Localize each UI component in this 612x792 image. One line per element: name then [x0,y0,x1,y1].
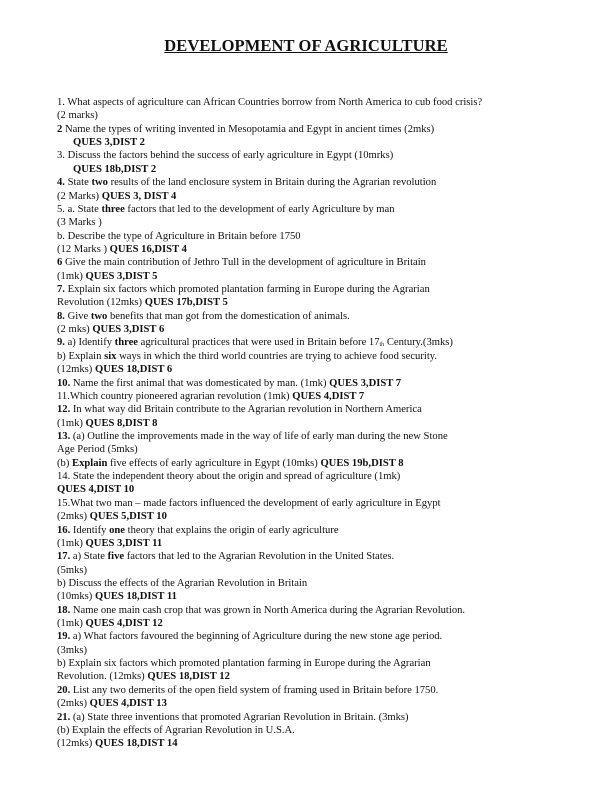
text-line [57,657,577,670]
text-segment: 3. Discuss the factors behind the success of early agriculture in Egypt (10mrks) [57,150,394,162]
text-line [57,310,577,323]
text-segment: Name the first animal that was domesticated by man. (1mk) [70,377,330,389]
text-line [57,230,577,243]
bold-text: 21. [57,711,71,723]
text-line [57,697,577,710]
text-segment: 15.What two man – made factors influenced the development of early agriculture in Egypt [57,497,441,509]
text-segment: (1mk) [57,537,86,549]
text-segment: b. Describe the type of Agriculture in Britain before 1750 [57,230,301,242]
text-line [57,190,577,203]
bold-text: QUES 17b,DIST 5 [144,297,228,309]
text-line [57,377,577,390]
bold-text: 8. [57,310,65,322]
bold-text: QUES 4,DIST 12 [85,618,163,630]
text-line [57,724,577,737]
bold-text: QUES 4,DIST 10 [57,484,135,496]
text-segment: (a) Outline the improvements made in the way of life of early man during the new Stone [70,430,448,442]
text-line [57,590,577,603]
bold-text: 17. [57,551,71,563]
text-segment: results of the land enclosure system in Britain during the Agrarian revolution [107,177,437,189]
bold-text: 4. [57,177,65,189]
text-segment: 5. a. State [57,203,102,215]
text-segment: agricultural practices that were used in Britain before 17 [138,337,380,349]
text-segment: Give the main contribution of Jethro Tull in the development of agriculture in Britain [62,257,426,269]
bold-text: 18. [57,604,71,616]
bold-text: 10. [57,377,71,389]
text-segment: (2mks) [57,511,90,523]
text-segment: five effects of early agriculture in Egypt (10mks) [107,457,321,469]
text-segment: b) Discuss the effects of the Agrarian Revolution in Britain [57,577,308,589]
text-line [57,270,577,283]
text-line [57,470,577,483]
bold-text: QUES 3,DIST 11 [85,537,163,549]
bold-text: QUES 18,DIST 14 [94,738,178,750]
bold-text: QUES 5,DIST 10 [89,511,167,523]
text-segment: Century.(3mks) [384,337,453,349]
question-list [57,96,577,751]
bold-text: QUES 18,DIST 6 [94,364,173,376]
bold-text: QUES 3, DIST 4 [101,190,177,202]
text-segment: 14. State the independent theory about the origin and spread of agriculture (1mk) [57,471,401,483]
text-segment: (1mk) [57,417,86,429]
text-line [57,256,577,269]
text-segment: (3 Marks ) [57,217,102,229]
text-line [57,577,577,590]
text-line [57,443,577,456]
text-line [57,711,577,724]
bold-text: QUES 4,DIST 13 [89,698,167,710]
text-line [57,550,577,563]
text-segment: (3mks) [57,644,88,656]
text-line [57,417,577,430]
text-line [57,243,577,256]
text-line [57,604,577,617]
text-segment: factors that led to the development of early Agriculture by man [124,203,395,215]
text-segment: ways in which the third world countries are trying to achieve food security. [116,350,438,362]
text-line [57,537,577,550]
text-line [57,203,577,216]
bold-text: QUES 3,DIST 7 [329,377,402,389]
text-segment: Revolution. (12mks) [57,671,148,683]
text-segment: Name one main cash crop that was grown in North America during the Agrarian Revolution. [70,604,466,616]
text-line [57,123,577,136]
bold-text: two [91,177,108,189]
text-segment: (b) [57,457,73,469]
text-segment: (10mks) [57,591,95,603]
text-segment: In what way did Britain contribute to the Agrarian revolution in Northern America [70,404,422,416]
text-line [57,617,577,630]
bold-text: 12. [57,404,71,416]
bold-text: 7. [57,284,65,296]
text-segment: Age Period (5mks) [57,444,138,456]
text-segment: Give [64,310,91,322]
bold-text: 13. [57,430,71,442]
text-line [57,163,577,176]
text-line [57,336,577,349]
text-line [57,323,577,336]
text-line [57,430,577,443]
bold-text: five [107,551,125,563]
text-segment: (1mk) [57,270,86,282]
text-line [57,363,577,376]
bold-text: 16. [57,524,71,536]
bold-text: QUES 8,DIST 8 [85,417,158,429]
text-line [57,283,577,296]
text-segment: (2mks) [57,698,90,710]
bold-text: Explain [72,457,108,469]
text-line [57,684,577,697]
text-line [57,483,577,496]
text-line [57,644,577,657]
text-segment: benefits that man got from the domestication of animals. [107,310,350,322]
bold-text: 20. [57,684,71,696]
text-line [57,109,577,122]
text-line [57,403,577,416]
text-line [57,96,577,109]
bold-text: QUES 18b,DIST 2 [73,163,157,175]
text-line [57,296,577,309]
text-line [57,497,577,510]
bold-text: one [109,524,125,536]
text-segment: State [64,177,92,189]
text-segment: th [379,342,385,349]
text-line [57,737,577,750]
text-line [57,176,577,189]
text-segment: (2 marks) [57,110,98,122]
text-segment: Revolution (12mks) [57,297,145,309]
text-line [57,149,577,162]
text-line [57,524,577,537]
bold-text: three [101,203,125,215]
text-segment: Name the types of writing invented in Mesopotamia and Egypt in ancient times (2mks) [62,123,435,135]
text-segment: 11.Which country pioneered agrarian revolution (1mk) [57,390,293,402]
text-segment: List any two demerits of the open field system of framing used in Britain before 1750. [70,684,439,696]
bold-text: 6 [57,257,63,269]
text-segment: (12mks) [57,738,95,750]
document-title: DEVELOPMENT OF AGRICULTURE [164,36,448,55]
text-line [57,457,577,470]
bold-text: QUES 19b,DIST 8 [320,457,404,469]
text-segment: a) What factors favoured the beginning of Agriculture during the new stone age period. [70,631,443,643]
text-segment: factors that led to the Agrarian Revolution in the United States. [124,551,395,563]
bold-text: QUES 18,DIST 12 [147,671,230,683]
bold-text: QUES 3,DIST 6 [92,324,165,336]
text-line [57,670,577,683]
text-segment: (2 Marks) [57,190,102,202]
text-segment: (1mk) [57,618,86,630]
text-segment: (5mks) [57,564,88,576]
bold-text: QUES 3,DIST 2 [73,137,145,149]
text-segment: b) Explain [57,350,105,362]
bold-text: 2 [57,123,63,135]
text-segment: a) Identify [64,337,115,349]
bold-text: QUES 16,DIST 4 [109,243,187,255]
text-segment: Identify [70,524,110,536]
text-segment: (12 Marks ) [57,243,110,255]
bold-text: three [114,337,139,349]
text-segment: (12mks) [57,364,95,376]
text-segment: (a) State three inventions that promoted Agrarian Revolution in Britain. (3mks) [70,711,409,723]
text-segment: (2 mks) [57,324,93,336]
text-segment: b) Explain six factors which promoted plantation farming in Europe during the Agrarian [57,658,431,670]
text-line [57,564,577,577]
text-line [57,630,577,643]
bold-text: six [104,350,117,362]
text-line [57,350,577,363]
text-line [57,136,577,149]
text-segment: theory that explains the origin of early agriculture [124,524,339,536]
bold-text: two [90,310,108,322]
bold-text: 19. [57,631,71,643]
text-line [57,510,577,523]
text-line [57,390,577,403]
text-segment: (b) Explain the effects of Agrarian Revolution in U.S.A. [57,724,295,736]
text-line [57,216,577,229]
bold-text: QUES 3,DIST 5 [85,270,158,282]
bold-text: QUES 4,DIST 7 [292,390,365,402]
bold-text: QUES 18,DIST 11 [94,591,177,603]
text-segment: Explain six factors which promoted plantation farming in Europe during the Agrarian [64,284,430,296]
text-segment: 1. What aspects of agriculture can African Countries borrow from North America to cub food crisis? [57,97,483,108]
text-segment: a) State [70,551,108,563]
bold-text: 9. [57,337,65,349]
